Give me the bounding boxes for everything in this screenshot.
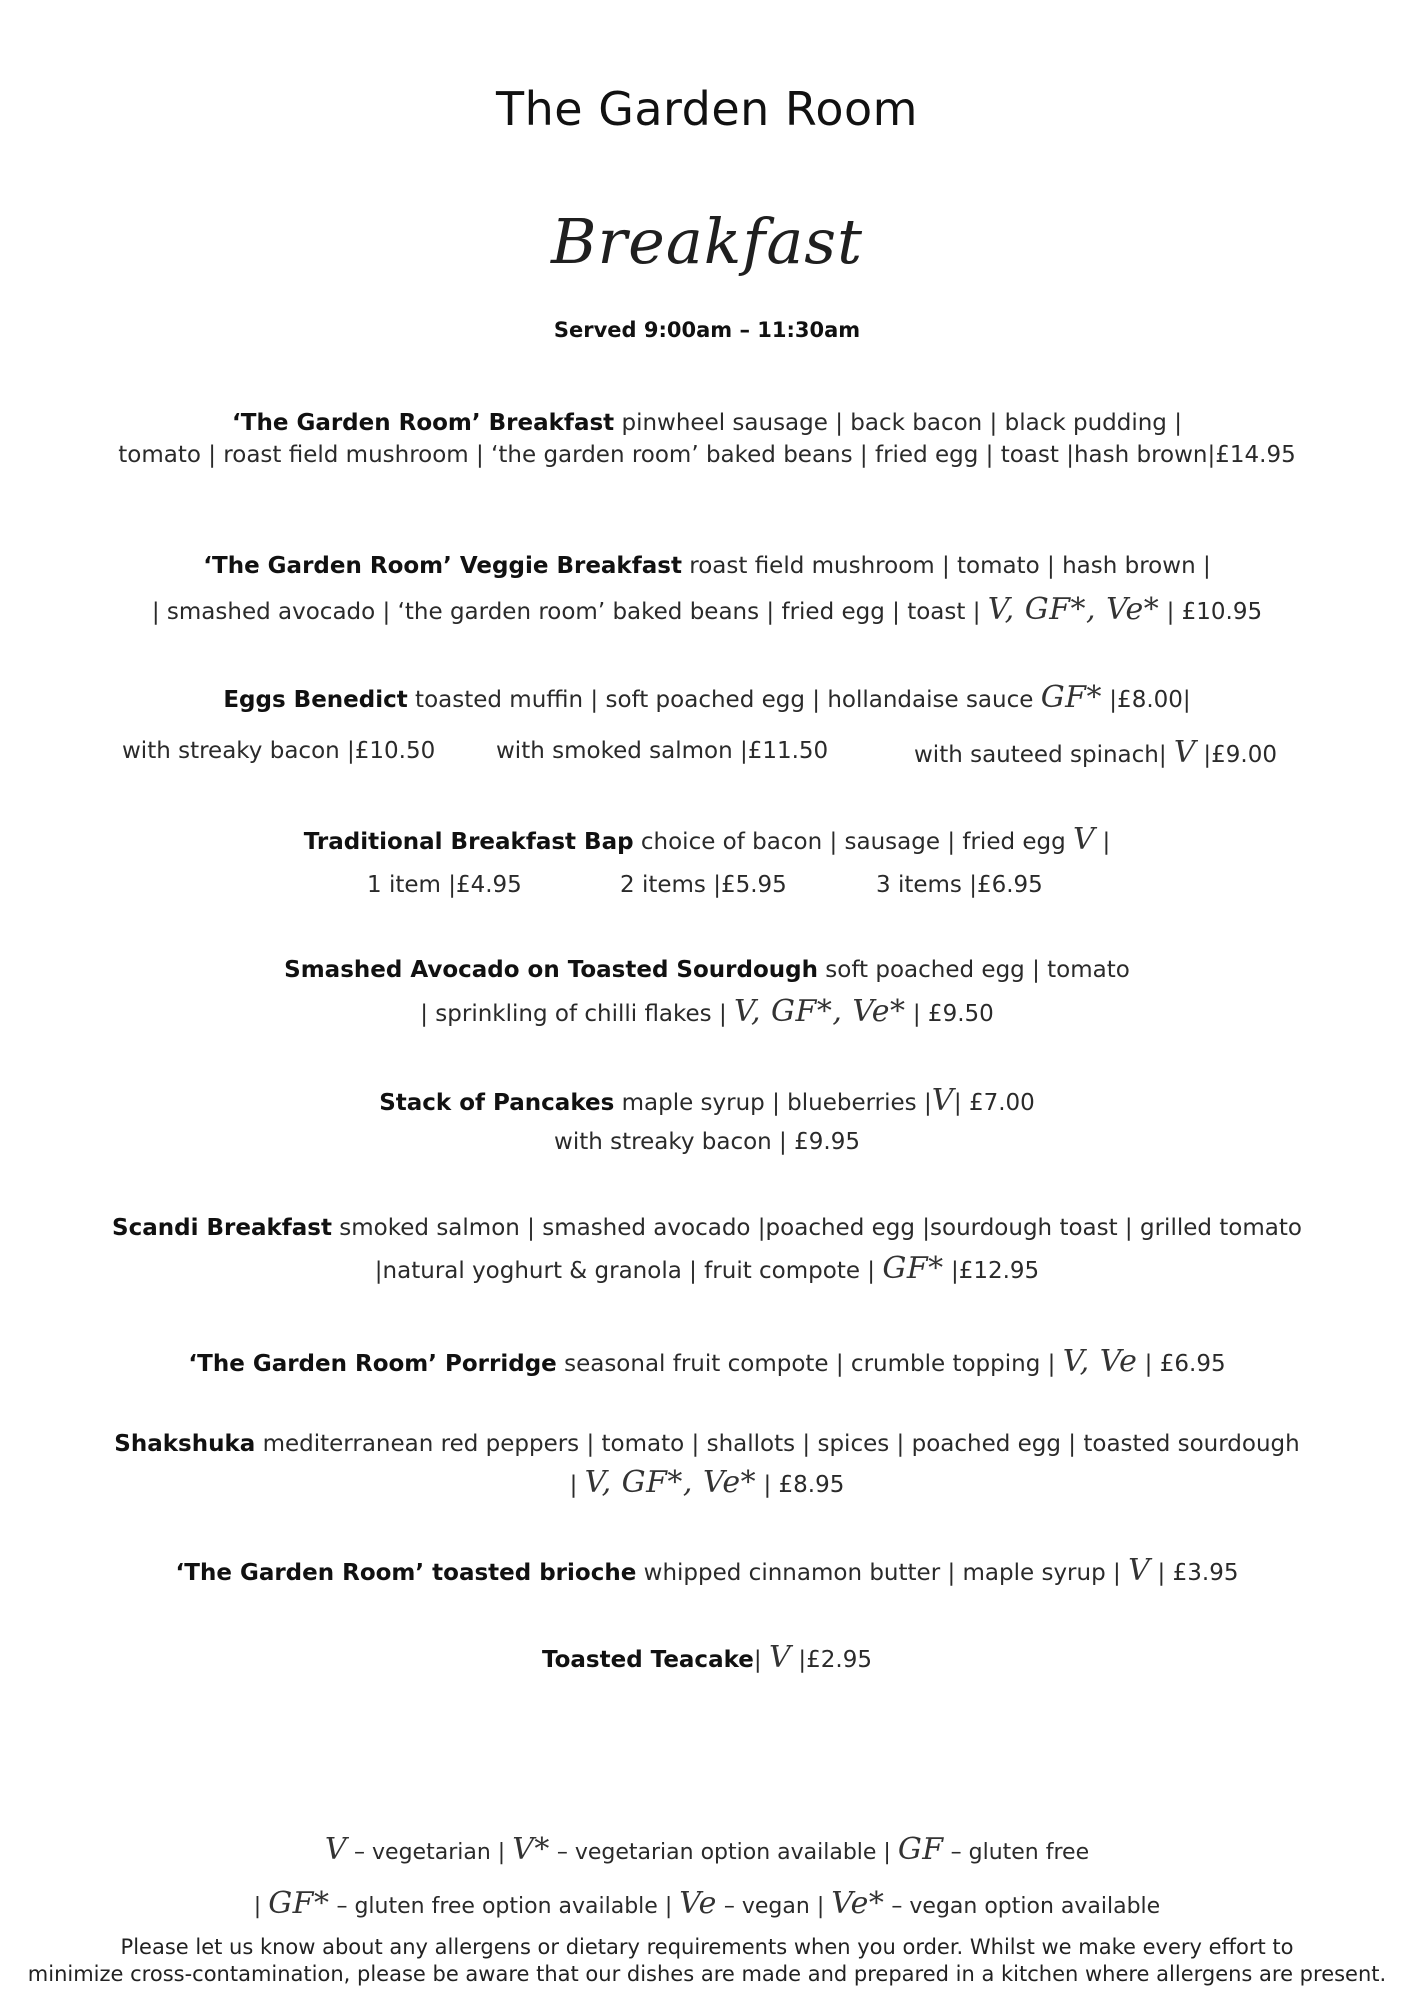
item-description: | smashed avocado | ‘the garden room’ baked beans | fried egg | toast | xyxy=(151,599,988,625)
menu-item-veggie-breakfast-line2 xyxy=(0,592,1414,627)
item-description: mediterranean red peppers | tomato | shallots | spices | poached egg | toasted sourdough xyxy=(255,1431,1300,1457)
item-price: | £9.50 xyxy=(905,1001,994,1027)
menu-item-shakshuka xyxy=(0,1431,1414,1457)
item-name: Toasted Teacake xyxy=(541,1647,754,1673)
item-description: |natural yoghurt & granola | fruit compote | xyxy=(374,1258,883,1284)
dietary-marker: V xyxy=(931,1083,954,1118)
item-name: ‘The Garden Room’ Breakfast xyxy=(232,410,615,436)
item-description: roast field mushroom | tomato | hash brown | xyxy=(681,553,1211,579)
menu-item-garden-room-breakfast xyxy=(0,410,1414,436)
allergen-notice-line1: Please let us know about any allergens or dietary requirements when you order. Whilst we make every effort to xyxy=(120,1935,1294,1959)
item-name: Traditional Breakfast Bap xyxy=(303,829,634,855)
eggs-benedict-options xyxy=(0,735,1414,770)
item-price: | £10.95 xyxy=(1159,599,1263,625)
legend-gluten-free-symbol: GF xyxy=(897,1832,944,1867)
served-hours: Served 9:00am – 11:30am xyxy=(553,318,861,342)
legend-vegan-symbol: Ve xyxy=(679,1886,717,1921)
menu-item-smashed-avocado-line2 xyxy=(0,994,1414,1029)
option-3-items: 3 items |£6.95 xyxy=(876,872,1043,898)
item-name: Scandi Breakfast xyxy=(112,1215,332,1241)
legend-gluten-free-option-symbol: GF* xyxy=(268,1886,330,1921)
item-name: Smashed Avocado on Toasted Sourdough xyxy=(284,957,818,983)
page-title: The Garden Room xyxy=(496,82,918,136)
option-streaky-bacon: with streaky bacon |£10.50 xyxy=(122,738,436,764)
dietary-marker: V, GF*, Ve* xyxy=(987,592,1160,627)
option-sauteed-spinach: with sauteed spinach| V |£9.00 xyxy=(914,735,1277,770)
item-name: Stack of Pancakes xyxy=(379,1090,615,1116)
option-smoked-salmon: with smoked salmon |£11.50 xyxy=(496,738,829,764)
menu-item-garden-room-breakfast-line2 xyxy=(0,442,1414,468)
option-1-item: 1 item |£4.95 xyxy=(367,872,522,898)
menu-item-pancakes-line2 xyxy=(0,1129,1414,1155)
dietary-marker: GF* xyxy=(1040,680,1102,715)
dietary-marker: GF* xyxy=(882,1251,944,1286)
dietary-marker: V xyxy=(1173,735,1197,770)
item-name: ‘The Garden Room’ Veggie Breakfast xyxy=(203,553,682,579)
dietary-marker: V xyxy=(768,1640,792,1675)
item-description: toasted muffin | soft poached egg | hollandaise sauce xyxy=(407,687,1041,713)
item-name: Eggs Benedict xyxy=(223,687,408,713)
menu-item-shakshuka-line2: | V, GF*, Ve* | £8.95 xyxy=(569,1465,845,1500)
dietary-legend-line2: | GF* – gluten free option available | Ve – vegan | Ve* – vegan option available xyxy=(253,1886,1161,1921)
item-description: choice of bacon | sausage | fried egg xyxy=(633,829,1074,855)
dietary-marker: V xyxy=(1128,1553,1151,1588)
menu-item-scandi-breakfast-line2 xyxy=(0,1251,1414,1286)
menu-item-smashed-avocado xyxy=(0,957,1414,983)
item-description: maple syrup | blueberries | xyxy=(614,1090,932,1116)
item-price: |£8.00| xyxy=(1102,687,1191,713)
legend-vegetarian-option-symbol: V* xyxy=(512,1832,550,1867)
menu-item-teacake: Toasted Teacake| V |£2.95 xyxy=(541,1640,873,1675)
item-description: | sprinkling of chilli flakes | xyxy=(420,1001,735,1027)
item-price: | £7.00 xyxy=(953,1090,1035,1116)
item-description: soft poached egg | tomato xyxy=(818,957,1130,983)
menu-item-pancakes xyxy=(0,1083,1414,1118)
item-name: Shakshuka xyxy=(114,1431,256,1457)
item-description: seasonal fruit compote | crumble topping | xyxy=(556,1351,1063,1377)
item-description: tomato | roast field mushroom | ‘the garden room’ baked beans | fried egg | toast |hash brown|£14.95 xyxy=(118,442,1296,468)
option-2-items: 2 items |£5.95 xyxy=(620,872,787,898)
item-price: | £3.95 xyxy=(1150,1560,1239,1586)
menu-item-veggie-breakfast xyxy=(0,553,1414,579)
menu-item-porridge xyxy=(0,1344,1414,1379)
item-price: | £8.95 xyxy=(756,1472,845,1498)
item-description: pinwheel sausage | back bacon | black pudding | xyxy=(614,410,1182,436)
dietary-marker: V xyxy=(1073,822,1096,857)
item-description: whipped cinnamon butter | maple syrup | xyxy=(636,1560,1129,1586)
menu-item-eggs-benedict xyxy=(0,680,1414,715)
item-price: |£2.95 xyxy=(791,1647,873,1673)
section-title: Breakfast xyxy=(550,205,864,278)
dietary-marker: V, Ve xyxy=(1062,1344,1138,1379)
item-name: ‘The Garden Room’ Porridge xyxy=(188,1351,557,1377)
dietary-marker: V, GF*, Ve* xyxy=(584,1465,757,1500)
breakfast-bap-options xyxy=(0,872,1414,902)
item-price: | £6.95 xyxy=(1137,1351,1226,1377)
allergen-notice-line2: minimize cross-contamination, please be aware that our dishes are made and prepared in a kitchen where allergens are present. xyxy=(27,1962,1387,1986)
menu-item-scandi-breakfast xyxy=(0,1215,1414,1241)
dietary-marker: V, GF*, Ve* xyxy=(734,994,906,1029)
menu-item-brioche xyxy=(0,1553,1414,1588)
legend-vegan-option-symbol: Ve* xyxy=(831,1886,885,1921)
item-description: smoked salmon | smashed avocado |poached egg |sourdough toast | grilled tomato xyxy=(331,1215,1302,1241)
legend-vegetarian-symbol: V xyxy=(324,1832,348,1867)
menu-item-breakfast-bap: Traditional Breakfast Bap choice of bacon | sausage | fried egg V | xyxy=(303,822,1111,857)
item-option: with streaky bacon | £9.95 xyxy=(554,1129,860,1155)
item-price: |£12.95 xyxy=(943,1258,1040,1284)
item-name: ‘The Garden Room’ toasted brioche xyxy=(175,1560,637,1586)
dietary-legend-line1: V – vegetarian | V* – vegetarian option available | GF – gluten free xyxy=(324,1832,1090,1867)
